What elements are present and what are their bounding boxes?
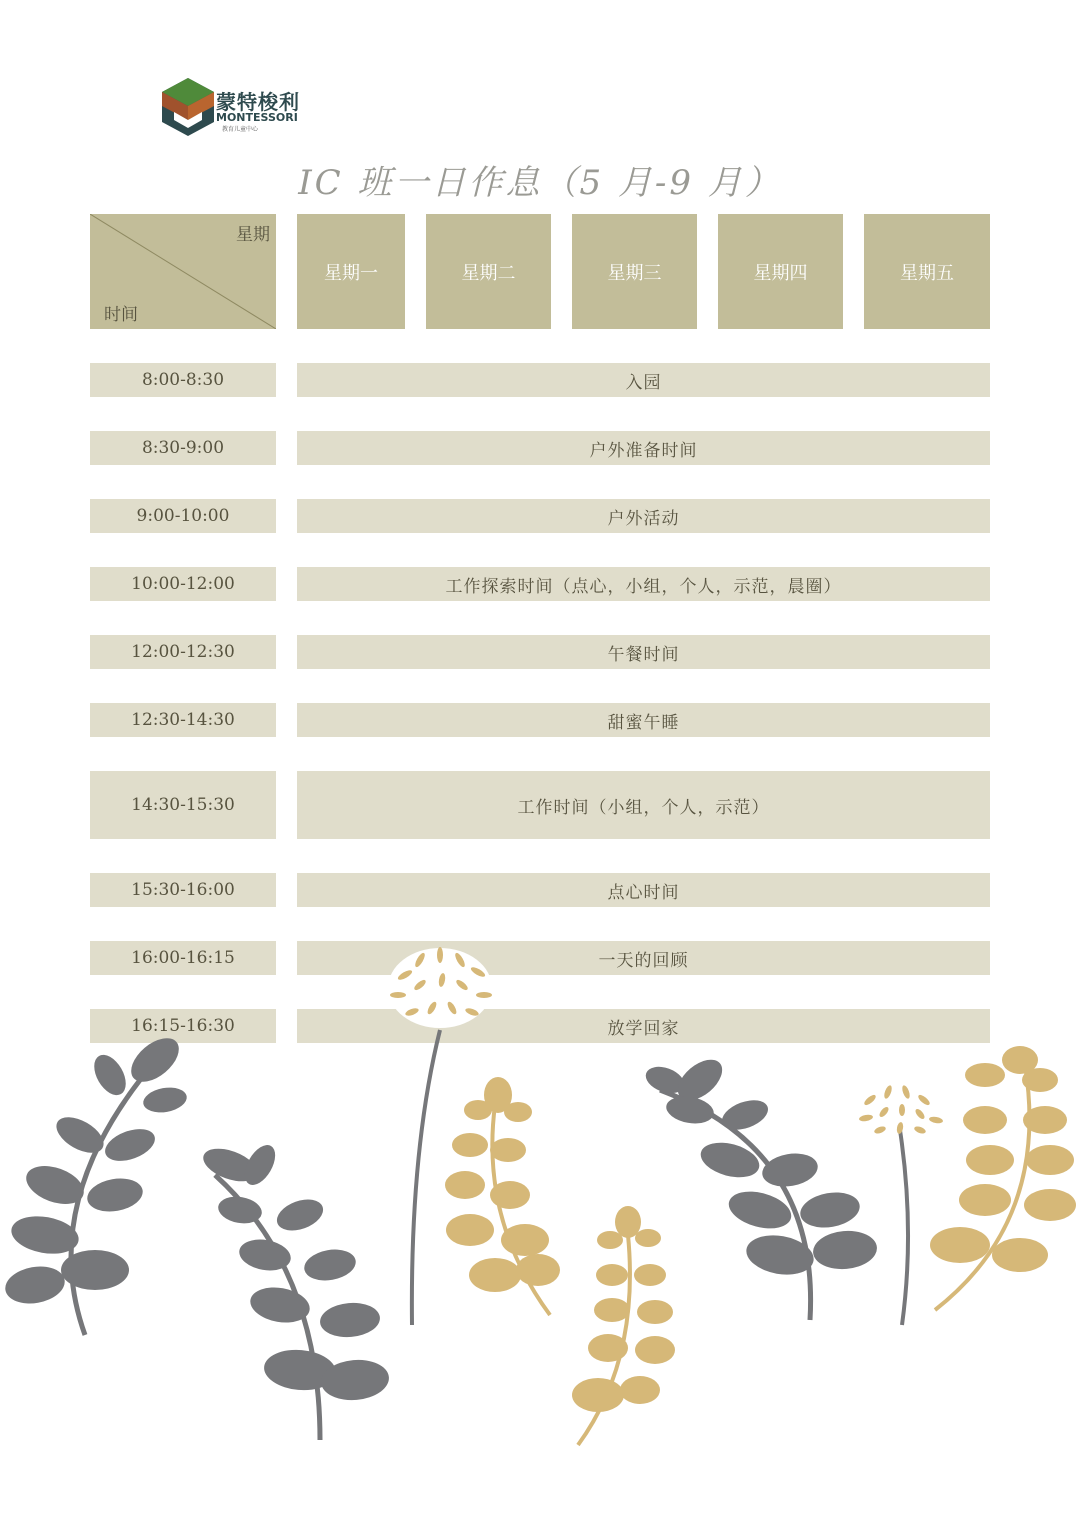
logo-name-cn: 蒙特梭利 <box>216 90 300 114</box>
schedule-time-cell: 12:30-14:30 <box>90 703 276 737</box>
schedule-activity-cell: 午餐时间 <box>297 635 990 669</box>
gray-leaf-branch-icon <box>642 1052 878 1320</box>
gray-leaf-branch-icon <box>199 1140 391 1440</box>
schedule-time-cell: 16:00-16:15 <box>90 941 276 975</box>
gold-leaf-branch-icon <box>445 1077 560 1315</box>
schedule-activity-cell: 一天的回顾 <box>297 941 990 975</box>
day-header-wednesday: 星期三 <box>572 214 697 329</box>
schedule-activity-cell: 户外活动 <box>297 499 990 533</box>
schedule-activity-cell: 入园 <box>297 363 990 397</box>
schedule-activity-cell: 户外准备时间 <box>297 431 990 465</box>
gold-leaf-branch-icon <box>572 1206 675 1445</box>
schedule-time-cell: 12:00-12:30 <box>90 635 276 669</box>
schedule-time-cell: 8:00-8:30 <box>90 363 276 397</box>
schedule-activity-cell: 放学回家 <box>297 1009 990 1043</box>
schedule-time-cell: 9:00-10:00 <box>90 499 276 533</box>
day-header-tuesday: 星期二 <box>426 214 551 329</box>
day-header-monday: 星期一 <box>297 214 405 329</box>
schedule-activity-cell: 工作时间（小组，个人，示范） <box>297 771 990 839</box>
schedule-time-cell: 14:30-15:30 <box>90 771 276 839</box>
schedule-activity-cell: 工作探索时间（点心，小组，个人，示范，晨圈） <box>297 567 990 601</box>
schedule-activity-cell: 点心时间 <box>297 873 990 907</box>
dandelion-flower-icon <box>859 1084 944 1325</box>
schedule-time-cell: 15:30-16:00 <box>90 873 276 907</box>
day-header-friday: 星期五 <box>864 214 990 329</box>
gold-leaf-branch-icon <box>930 1046 1076 1310</box>
schedule-time-cell: 16:15-16:30 <box>90 1009 276 1043</box>
corner-label-time: 时间 <box>104 305 138 325</box>
schedule-time-cell: 10:00-12:00 <box>90 567 276 601</box>
logo-subtitle: 教育儿童中心 <box>222 126 259 133</box>
page-title: IC 班一日作息（5 月-9 月） <box>298 163 782 203</box>
logo-name-en: MONTESSORI <box>216 111 298 124</box>
corner-label-day: 星期 <box>236 225 270 245</box>
day-header-thursday: 星期四 <box>718 214 843 329</box>
schedule-time-cell: 8:30-9:00 <box>90 431 276 465</box>
gray-leaf-branch-icon <box>2 1030 188 1335</box>
schedule-activity-cell: 甜蜜午睡 <box>297 703 990 737</box>
